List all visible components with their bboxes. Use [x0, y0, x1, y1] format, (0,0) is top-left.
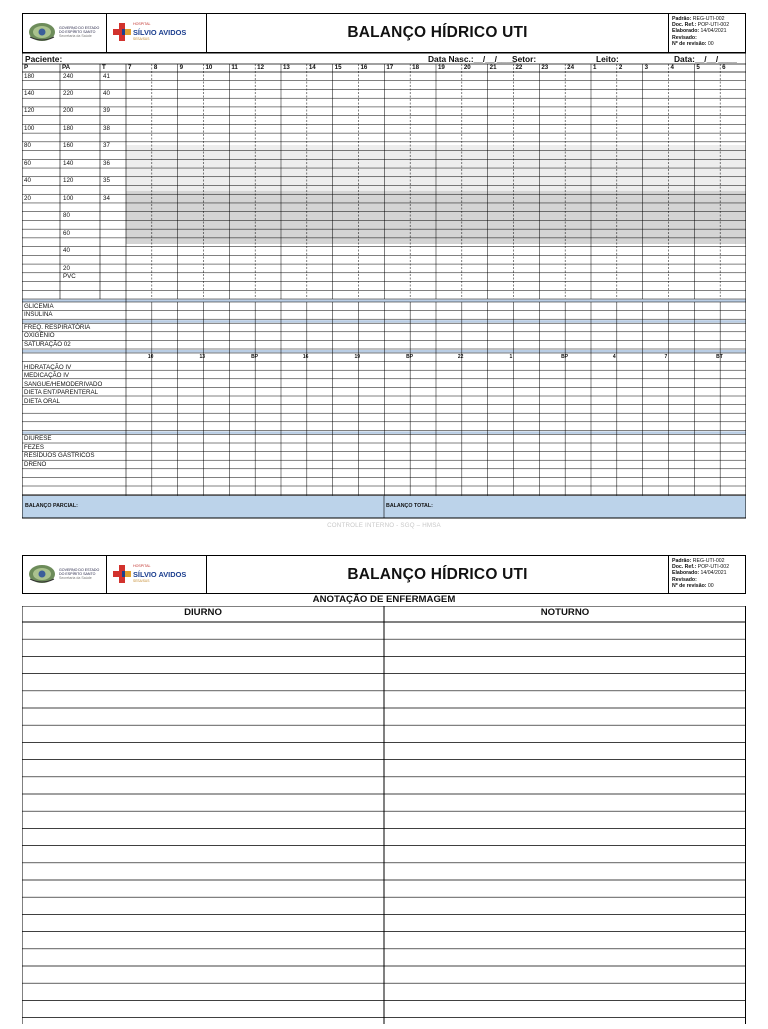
output-row-label: RESÍDUOS GÁSTRICOS [24, 452, 95, 460]
pressure-value: 140 [63, 159, 74, 167]
respiratory-row-label: FREQ. RESPIRATÓRIA [24, 323, 91, 331]
intake-hour-header: BP [406, 353, 414, 360]
section-separator [22, 300, 746, 303]
hospital-logo-cell [107, 556, 207, 593]
hour-header: 4 [670, 64, 674, 71]
hospital-cross-icon [113, 565, 131, 583]
hospital-logo-small: HOSPITAL [133, 564, 151, 568]
form-header-page2 [22, 555, 746, 594]
form-title: BALANÇO HÍDRICO UTI [347, 565, 528, 583]
pressure-value: 160 [63, 142, 74, 150]
nursing-notes-title: ANOTAÇÃO DE ENFERMAGEM [312, 594, 456, 605]
hospital-logo-sub: SESA/SUS [133, 579, 150, 583]
pulse-value: 180 [24, 72, 35, 80]
intake-hour-header: 4 [612, 353, 616, 360]
form-title: BALANÇO HÍDRICO UTI [347, 24, 528, 41]
hour-header: 20 [463, 64, 471, 71]
temperature-value: 34 [103, 194, 110, 202]
meta-line: Doc. Ref.: POP-UTI-002 [672, 22, 730, 29]
pulse-value: 20 [24, 194, 31, 202]
gov-logo-line: GOVERNO DO ESTADO [59, 568, 100, 572]
intake-hour-header: 19 [354, 353, 361, 360]
title-cell [207, 14, 669, 52]
glycemia-row-label: GLICEMIA [24, 302, 54, 310]
pressure-value: 220 [63, 89, 74, 97]
watermark: CONTROLE INTERNO - SGQ – HMSA [327, 522, 441, 529]
doc-meta [669, 14, 745, 52]
hour-header: 6 [722, 64, 726, 71]
pvc-label: PVC [63, 273, 76, 281]
intake-hour-header: BP [561, 353, 569, 360]
hour-header: 3 [644, 64, 649, 71]
pulse-value: 40 [24, 177, 31, 185]
intake-hour-header: BT [716, 353, 723, 360]
hour-header: 15 [334, 64, 342, 71]
temperature-value: 37 [103, 142, 110, 150]
fluid-balance-grid [22, 53, 746, 519]
hour-header: 24 [567, 64, 575, 71]
doc-meta [669, 556, 745, 593]
gov-logo-cell [23, 14, 107, 52]
state-seal-icon [27, 563, 57, 585]
pressure-value: 20 [63, 264, 70, 272]
hour-header: 1 [592, 64, 597, 71]
intake-hour-header: BP [251, 353, 259, 360]
birth-date-label: Data Nasc.:__/__/____ [428, 54, 516, 64]
hospital-logo-small: HOSPITAL [133, 22, 151, 26]
intake-row-label: HIDRATAÇÃO IV [24, 363, 72, 371]
intake-row-label: DIETA ORAL [24, 398, 60, 405]
pressure-value: 80 [63, 212, 70, 220]
meta-line: Revisado: [672, 34, 697, 41]
hour-header: 13 [282, 64, 290, 71]
hour-header: 10 [205, 64, 213, 71]
meta-line: Padrão: REG-UTI-002 [672, 558, 725, 564]
intake-hour-header: 16 [302, 353, 309, 360]
gov-logo-cell [23, 556, 107, 593]
gov-logo-line: Secretaria da Saúde [59, 576, 92, 581]
hour-header: 21 [489, 64, 497, 71]
intake-hour-header: 13 [199, 353, 206, 360]
hour-header: 2 [618, 64, 623, 71]
nursing-notes-table [22, 606, 746, 1024]
hour-header: 23 [541, 64, 549, 71]
meta-line: Revisado: [672, 576, 697, 583]
pulse-value: 60 [24, 159, 31, 167]
grid-lines [22, 53, 746, 519]
state-seal-icon [27, 21, 57, 43]
meta-line: Nº de revisão: 00 [672, 582, 714, 589]
temperature-value: 41 [103, 72, 110, 80]
night-shift-header: NOTURNO [540, 607, 590, 618]
pulse-value: 120 [24, 107, 35, 115]
intake-row-label: DIETA ENT/PARENTERAL [24, 389, 99, 397]
hospital-logo-name: SÍLVIO AVIDOS [133, 28, 187, 37]
hour-header: 8 [153, 64, 158, 71]
respiratory-row-label: SATURAÇÃO 02 [24, 340, 71, 348]
gov-logo [27, 19, 103, 47]
date-label: Data:__/__/____ [674, 54, 737, 64]
pressure-value: 40 [63, 247, 70, 255]
respiratory-row-label: OXIGÊNIO [24, 332, 55, 340]
section-separator [22, 320, 746, 323]
intake-hour-header: 22 [457, 353, 464, 360]
partial-balance-label: BALANÇO PARCIAL: [25, 503, 78, 510]
hour-header: 22 [515, 64, 523, 71]
temperature-value: 38 [103, 124, 110, 132]
output-row-label: DRENO [24, 460, 47, 468]
meta-line: Nº de revisão: 00 [672, 40, 714, 47]
gov-logo-line: Secretaria da Saúde [59, 34, 92, 39]
sector-label: Setor: [512, 54, 537, 64]
intake-hour-header: 1 [509, 353, 513, 360]
hospital-logo-name: SÍLVIO AVIDOS [133, 570, 187, 579]
pulse-value: 80 [24, 142, 31, 150]
hour-header: 11 [231, 64, 238, 71]
col-t-header: T [102, 64, 106, 71]
gov-logo-line: DO ESPÍRITO SANTO [59, 30, 96, 35]
hour-header: 18 [412, 64, 420, 71]
intake-hour-header: 10 [147, 353, 154, 360]
pressure-value: 240 [63, 72, 74, 80]
pressure-value: 120 [63, 177, 74, 185]
temperature-value: 39 [103, 107, 110, 115]
pressure-value: 100 [63, 194, 74, 202]
section-separator [22, 431, 746, 434]
pressure-value: 200 [63, 107, 74, 115]
hour-header: 9 [179, 64, 184, 71]
glycemia-row-label: INSULINA [24, 311, 53, 319]
hour-header: 12 [257, 64, 265, 71]
output-row-label: DIURESE [24, 434, 52, 442]
hour-header: 19 [437, 64, 445, 71]
hospital-cross-icon [113, 23, 131, 41]
intake-hour-header: 7 [664, 353, 668, 360]
patient-name-label: Paciente: [25, 54, 63, 64]
hospital-logo-sub: SESA/SUS [133, 37, 150, 41]
pressure-value: 180 [63, 124, 74, 132]
intake-row-label: SANGUE/HEMODERIVADO [24, 380, 103, 388]
gov-logo-line: DO ESPÍRITO SANTO [59, 572, 96, 577]
meta-line: Elaborado: 14/04/2021 [672, 570, 727, 577]
hour-header: 5 [696, 64, 700, 71]
section-separator [22, 350, 746, 353]
col-p-header: P [24, 64, 29, 71]
total-balance-label: BALANÇO TOTAL: [386, 503, 433, 510]
temperature-value: 35 [103, 177, 110, 185]
hospital-logo-cell [107, 14, 207, 52]
meta-line: Padrão: REG-UTI-002 [672, 16, 725, 22]
output-row-label: FEZES [24, 443, 44, 451]
intake-row-label: MEDICAÇÃO IV [24, 372, 70, 380]
hospital-logo [113, 19, 201, 45]
hour-header: 7 [128, 64, 132, 71]
title-cell [207, 556, 669, 593]
hospital-logo [113, 561, 201, 587]
notes-grid-lines [22, 606, 746, 1024]
form-header [22, 13, 746, 53]
pulse-value: 100 [24, 124, 35, 132]
temperature-value: 40 [103, 89, 110, 97]
pressure-value: 60 [63, 229, 70, 237]
pulse-value: 140 [24, 89, 35, 97]
gov-logo-line: GOVERNO DO ESTADO [59, 26, 100, 30]
meta-line: Elaborado: 14/04/2021 [672, 28, 727, 35]
meta-line: Doc. Ref.: POP-UTI-002 [672, 564, 730, 571]
hour-header: 17 [386, 64, 394, 71]
gov-logo [27, 561, 103, 589]
day-shift-header: DIURNO [184, 607, 222, 618]
hour-header: 16 [360, 64, 368, 71]
hour-header: 14 [308, 64, 316, 71]
bed-label: Leito: [596, 54, 619, 64]
temperature-value: 36 [103, 159, 110, 167]
col-pa-header: PA [62, 64, 71, 71]
